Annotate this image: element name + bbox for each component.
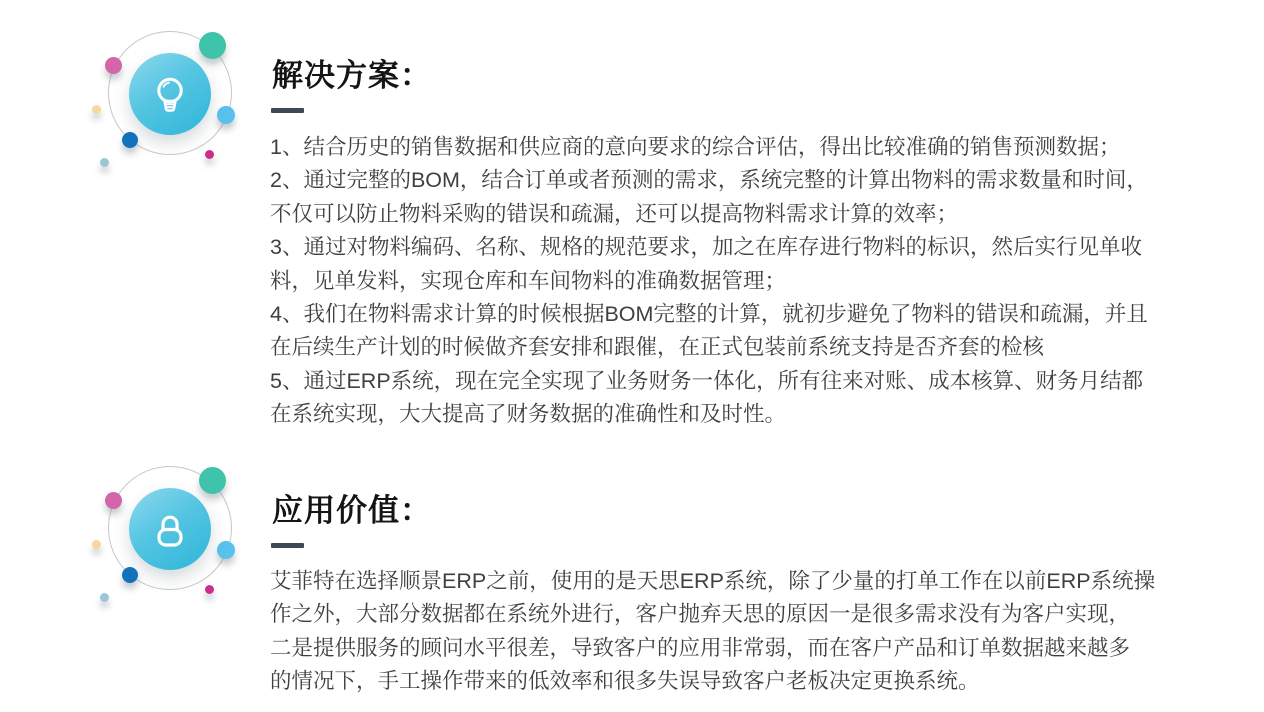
text-line: 二是提供服务的顾问水平很差，导致客户的应用非常弱，而在客户产品和订单数据越来越多 xyxy=(270,635,1131,660)
decor-dot-teal xyxy=(199,467,226,494)
text-line: 1、结合历史的销售数据和供应商的意向要求的综合评估，得出比较准确的销售预测数据； xyxy=(270,135,1121,159)
decor-dot-magenta xyxy=(205,585,214,594)
decor-dot-magenta xyxy=(205,150,214,159)
section-title: 应用价值： xyxy=(272,493,432,528)
decor-dot-darkblue xyxy=(122,567,138,583)
text-line: 在系统实现，大大提高了财务数据的准确性和及时性。 xyxy=(270,402,787,427)
text-line: 的情况下，手工操作带来的低效率和很多失误导致客户老板决定更换系统。 xyxy=(270,669,980,694)
text-line: 不仅可以防止物料采购的错误和疏漏，还可以提高物料需求计算的效率； xyxy=(270,201,959,226)
lightbulb-badge xyxy=(129,53,211,135)
lock-badge xyxy=(129,488,211,570)
value-icon-cluster xyxy=(0,435,260,650)
text-line: 3、通过对物料编码、名称、规格的规范要求，加之在库存进行物料的标识，然后实行见单收 xyxy=(270,235,1142,260)
text-line: 艾菲特在选择顺景ERP之前，使用的是天思ERP系统，除了少量的打单工作在以前ERP系统操 xyxy=(270,569,1156,593)
solution-icon-cluster xyxy=(0,0,260,215)
title-dash xyxy=(271,543,304,548)
value-paragraph xyxy=(270,565,1230,699)
decor-dot-pink xyxy=(105,492,122,509)
text-line: 4、我们在物料需求计算的时候根据BOM完整的计算，就初步避免了物料的错误和疏漏，并且 xyxy=(270,302,1148,327)
solution-paragraph xyxy=(270,131,1230,432)
text-line: 作之外，大部分数据都在系统外进行，客户抛弃天思的原因一是很多需求没有为客户实现， xyxy=(270,602,1131,627)
lock-icon xyxy=(146,505,194,553)
decor-dot-yellow xyxy=(92,105,101,114)
decor-dot-yellow xyxy=(92,540,101,549)
title-dash xyxy=(271,108,304,113)
decor-dot-grayblue xyxy=(100,158,109,167)
decor-dot-lightblue xyxy=(217,106,235,124)
decor-dot-darkblue xyxy=(122,132,138,148)
decor-dot-lightblue xyxy=(217,541,235,559)
text-line: 料，见单发料，实现仓库和车间物料的准确数据管理； xyxy=(270,268,787,293)
text-line: 2、通过完整的BOM，结合订单或者预测的需求，系统完整的计算出物料的需求数量和时间， xyxy=(270,168,1148,193)
lightbulb-icon xyxy=(146,70,194,118)
decor-dot-grayblue xyxy=(100,593,109,602)
text-line: 5、通过ERP系统，现在完全实现了业务财务一体化，所有往来对账、成本核算、财务月结都 xyxy=(270,368,1144,393)
decor-dot-teal xyxy=(199,32,226,59)
text-line: 在后续生产计划的时候做齐套安排和跟催，在正式包装前系统支持是否齐套的检核 xyxy=(270,335,1045,360)
decor-dot-pink xyxy=(105,57,122,74)
section-title: 解决方案： xyxy=(272,58,432,93)
